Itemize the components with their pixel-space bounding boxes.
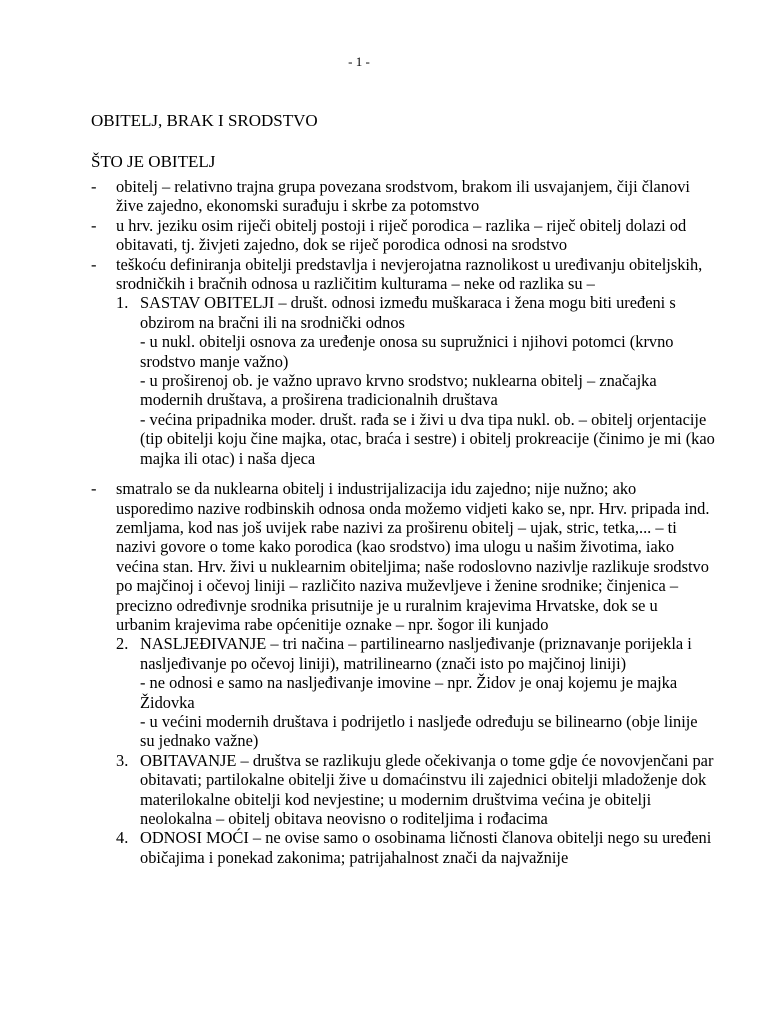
bullet-marker: - xyxy=(91,215,97,235)
bullet-marker: - xyxy=(91,177,97,196)
section-heading: ŠTO JE OBITELJ xyxy=(91,152,216,171)
document-title: OBITELJ, BRAK I SRODSTVO xyxy=(91,111,318,130)
item-line: SASTAV OBITELJI – društ. odnosi između muškaraca i žena mogu biti uređeni s obzirom na bračni ili na srodnički odnos xyxy=(140,293,676,332)
item-line: OBITAVANJE – društva se razlikuju glede očekivanja o tome gdje će novovjenčani par obitavati; partilokalne obitelji žive u domaćinstvu ili zajednici obitelji mladoženje dok materilokalne obitelji kod nevjestine; u modernim društvima većina je obitelji neolokalna – obitelj obitava neovisno o roditeljima i rođacima xyxy=(140,750,714,828)
page-number: - 1 - xyxy=(348,54,370,69)
item-line: - većina pripadnika moder. društ. rađa se i živi u dva tipa nukl. ob. – obitelj orjentacije (tip obitelji koju čine majka, otac, braća i sestre) i obitelj prokreacije (činimo je mi (kao majka ili otac) i naša djeca xyxy=(140,409,715,468)
numbered-item xyxy=(0,828,715,867)
item-number: 4. xyxy=(116,828,129,848)
bullet-item xyxy=(0,177,716,216)
item-line: - u proširenoj ob. je važno upravo krvno srodstvo; nuklearna obitelj – značajka modernih društava, a proširena tradicionalnih društava xyxy=(140,371,657,410)
bullet-text: obitelj – relativno trajna grupa povezana srodstvom, brakom ili usvajanjem, čiji članovi žive zajedno, ekonomski surađuju i skrbe za potomstvo xyxy=(116,177,690,216)
item-line: - u nukl. obitelji osnova za uređenje onosa su supružnici i njihovi potomci (krvno srodstvo manje važno) xyxy=(140,332,674,371)
bullet-item xyxy=(0,479,716,634)
item-line: - ne odnosi e samo na nasljeđivanje imovine – npr. Židov je onaj kojemu je majka Židovka xyxy=(140,673,678,712)
document-body xyxy=(0,177,768,867)
numbered-item xyxy=(0,634,715,750)
item-number: 3. xyxy=(116,750,129,770)
item-line: NASLJEĐIVANJE – tri načina – partilinearno nasljeđivanje (priznavanje porijekla i nasljeđivanje po očevoj liniji), matrilinearno (znači isto po majčinoj liniji) xyxy=(140,634,692,673)
item-number: 2. xyxy=(116,634,129,654)
numbered-item xyxy=(0,293,715,468)
bullet-marker: - xyxy=(91,479,97,499)
bullet-item xyxy=(0,216,716,255)
bullet-text: smatralo se da nuklearna obitelj i industrijalizacija idu zajedno; nije nužno; ako usporedimo nazive rodbinskih odnosa onda možemo vidjeti kako se, npr. Hrv. pripada ind. zemljama, kod nas još uvijek rabe nazivi za proširenu obitelj – ujak, stric, tetka,... – ti nazivi govore o tome kako porodica (kao srodstvo) ima ulogu u našim životima, iako većina stan. Hrv. živi u nuklearnim obiteljima; naše rodoslovno nazivlje razlikuje srodstvo po majčinoj i očevoj liniji – različito naziva muževljeve i ženine srodnike; činjenica – precizno određivnje srodnika prisutnije je u ruralnim krajevima Hrvatske, dok se u urbanim krajevima rabe općenitije oznake – npr. šogor ili kunjado xyxy=(116,479,710,634)
numbered-item xyxy=(0,751,715,829)
item-line: ODNOSI MOĆI – ne ovise samo o osobinama ličnosti članova obitelji nego su uređeni običajima i ponekad zakonima; patrijahalnost znači da najvažnije xyxy=(140,828,712,867)
bullet-text: teškoću definiranja obitelji predstavlja i nevjerojatna raznolikost u uređivanju obiteljskih, srodničkih i bračnih odnosa u različitim kulturama – neke od razlika su – xyxy=(116,254,703,294)
item-line: - u većini modernih društava i podrijetlo i nasljeđe određuju se bilinearno (obje linije su jednako važne) xyxy=(140,711,698,751)
item-number: 1. xyxy=(116,293,129,313)
bullet-text: u hrv. jeziku osim riječi obitelj postoji i riječ porodica – razlika – riječ obitelj dolazi od obitavati, tj. živjeti zajedno, dok se riječ porodica odnosi na srodstvo xyxy=(116,215,687,255)
bullet-marker: - xyxy=(91,254,97,274)
bullet-item xyxy=(0,255,716,294)
